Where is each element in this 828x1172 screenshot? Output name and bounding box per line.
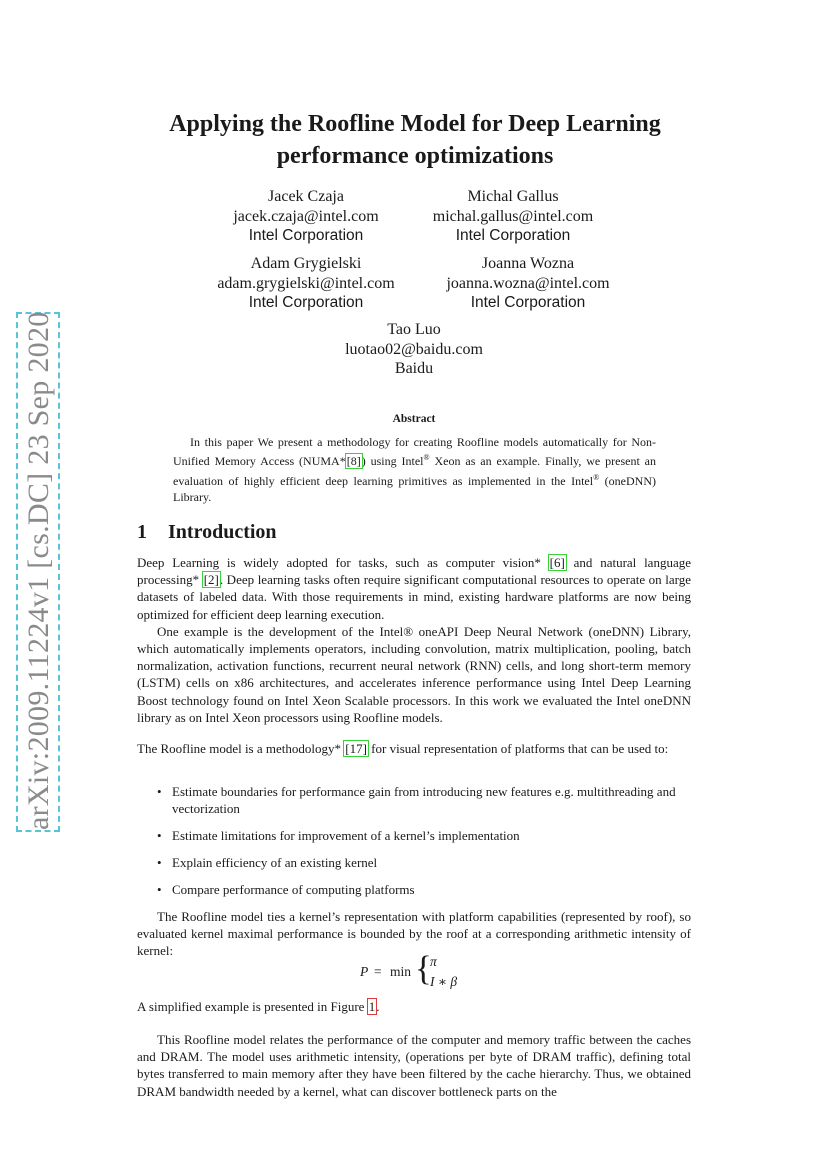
equation-brace: { (415, 949, 432, 988)
bullet-icon: • (157, 855, 162, 870)
body-text: and natural language processing* (137, 555, 691, 588)
equation-case-bandwidth: I ∗ β (430, 974, 458, 989)
body-text: A simplified example is presented in Figure (137, 999, 368, 1014)
list-item (137, 881, 691, 898)
registered-mark: ® (423, 453, 430, 463)
list-item (137, 827, 691, 844)
equation-min: min (390, 964, 412, 979)
list-item (137, 854, 691, 871)
list-item-text: Estimate boundaries for performance gain from introducing new features e.g. multithreading and vectorization (172, 784, 676, 816)
registered-mark: ® (593, 472, 600, 482)
list-item-text: Explain efficiency of an existing kernel (172, 855, 378, 870)
author-email: michal.gallus@intel.com (432, 207, 594, 225)
author-block-luo (274, 320, 554, 379)
abstract-text: ) using Intel (361, 454, 424, 469)
body-text: The Roofline model is a methodology* (137, 741, 345, 756)
author-block-wozna (388, 254, 668, 313)
paper-title (120, 108, 710, 172)
roofline-equation (360, 949, 520, 992)
abstract-heading: Abstract (392, 413, 436, 425)
body-text: . (376, 999, 380, 1014)
list-item (137, 783, 691, 817)
section-title: Introduction (168, 521, 277, 543)
paper-title-line-2: performance optimizations (276, 143, 554, 169)
abstract-text: Xeon as an example. Finally, we present an evaluation of highly efficient deep learning primitives as implemented in the Intel (173, 454, 657, 488)
equation-equals: = (374, 964, 382, 979)
author-name: Tao Luo (387, 321, 441, 338)
body-text: This Roofline model relates the performance of the computer and memory traffic between the caches and DRAM. The model uses arithmetic intensity, (operations per byte of DRAM traffic), defining total bytes transferred to main memory after they have been filtered by the cache hierarchy. Thus, we obtained DRAM bandwidth needed by a kernel, what can discover bottleneck parts on the (137, 1032, 691, 1099)
abstract-text: (oneDNN) Library. (173, 473, 656, 504)
citation-link[interactable]: [17] (345, 741, 367, 756)
bullet-icon: • (157, 882, 162, 897)
section-number: 1 (137, 521, 147, 543)
citation-link[interactable]: [8] (346, 454, 361, 469)
body-text: for visual representation of platforms that can be used to: (367, 741, 669, 756)
abstract-body (173, 434, 656, 505)
intro-paragraph-1 (137, 554, 691, 623)
intro-paragraph-3 (137, 740, 691, 757)
author-name: Michal Gallus (467, 188, 559, 205)
equation-case-pi: π (430, 954, 437, 969)
bullet-icon: • (157, 784, 162, 799)
section-heading (137, 519, 277, 545)
author-block-gallus (373, 187, 653, 246)
author-email: jacek.czaja@intel.com (233, 207, 379, 225)
list-item-text: Compare performance of computing platforms (172, 882, 415, 897)
body-text: The Roofline model ties a kernel’s representation with platform capabilities (represented by roof), so evaluated kernel maximal performance is bounded by the roof at a corresponding arithmetic intensity of kernel: (137, 909, 691, 959)
author-name: Joanna Wozna (481, 255, 575, 272)
author-name: Adam Grygielski (250, 255, 362, 272)
citation-link[interactable]: [2] (203, 572, 219, 588)
intro-paragraph-6 (137, 1031, 691, 1100)
list-item-text: Estimate limitations for improvement of a kernel’s implementation (172, 828, 520, 843)
author-affiliation: Baidu (394, 360, 434, 377)
figure-link[interactable]: 1 (368, 999, 376, 1014)
body-text: . Deep learning tasks often require significant computational resources to operate on large datasets of labeled data. With those requirements in mind, existing hardware platforms are now being optimized for efficient deep learning execution. (137, 572, 691, 622)
equation-lhs: P (360, 964, 369, 979)
intro-paragraph-5 (137, 998, 691, 1015)
arxiv-identifier: arXiv:2009.11224v1 [cs.DC] 23 Sep 2020 (16, 312, 60, 832)
intro-paragraph-2: One example is the development of the Intel® oneAPI Deep Neural Network (oneDNN) Library, which automatically implements operators, including convolution, matrix multiplication, pooling, batch normalization, activation functions, recurrent neural network (RNN) cells, and long short-term memory (LSTM) cells on x86 architectures, and accelerates inference performance using Intel Deep Learning Boost technology found on Intel Xeon Scalable processors. In this work we evaluated the Intel oneDNN library as on Intel Xeon processors using Roofline models. (137, 623, 691, 725)
author-email: joanna.wozna@intel.com (446, 274, 610, 292)
abstract-paragraph (173, 434, 656, 505)
bullet-icon: • (157, 828, 162, 843)
author-affiliation: Intel Corporation (455, 227, 571, 244)
author-email: adam.grygielski@intel.com (217, 274, 395, 292)
body-text: Deep Learning is widely adopted for tasks, such as computer vision* (137, 555, 549, 570)
citation-link[interactable]: [6] (549, 555, 565, 570)
author-affiliation: Intel Corporation (248, 227, 364, 244)
author-email: luotao02@baidu.com (345, 340, 483, 358)
abstract-text: In this paper We present a methodology for creating Roofline models automatically for Non-Unified Memory Access (NUMA* (173, 435, 656, 469)
author-affiliation: Intel Corporation (470, 294, 586, 311)
paper-title-line-1: Applying the Roofline Model for Deep Learning (169, 111, 661, 137)
author-affiliation: Intel Corporation (248, 294, 364, 311)
intro-paragraphs (137, 554, 691, 726)
author-name: Jacek Czaja (268, 188, 344, 205)
